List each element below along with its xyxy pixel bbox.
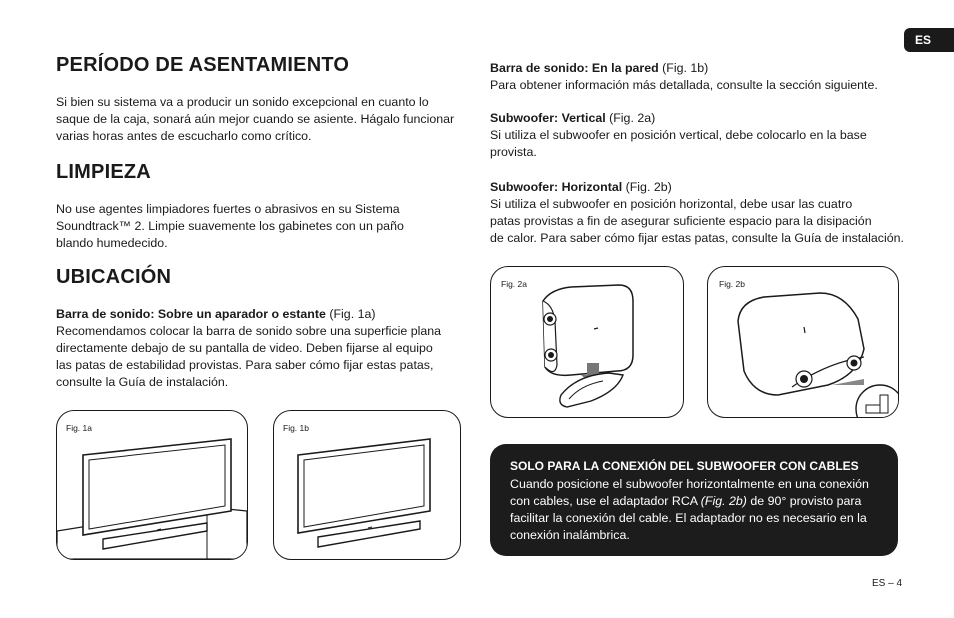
figure-1a-label: Fig. 1a xyxy=(66,423,92,433)
note-line-3: facilitar la conexión del cable. El adaptador no es necesario en la xyxy=(510,511,867,525)
figure-2a xyxy=(490,266,684,418)
cleaning-text: No use agentes limpiadores fuertes o abrasivos en su Sistema Soundtrack™ 2. Limpie suavemente los gabinetes con un paño blando humedecido. xyxy=(56,202,404,250)
figure-1a xyxy=(56,410,248,560)
note-line-2: con cables, use el adaptador RCA (Fig. 2b) de 90° provisto para xyxy=(510,494,862,508)
heading-placement: UBICACIÓN xyxy=(56,266,172,288)
figure-1b xyxy=(273,410,461,560)
vertical-title: Subwoofer: Vertical xyxy=(490,111,606,125)
horizontal-section: Subwoofer: Horizontal (Fig. 2b) Si utiliza el subwoofer en posición horizontal, debe usar las cuatro patas provistas a fin de asegurar suficiente espacio para la disipación de calor. Para saber cómo fijar estas patas, consulte la Guía de instalación. xyxy=(490,180,904,245)
tv-on-stand-illustration xyxy=(57,411,247,559)
language-tab: ES xyxy=(904,28,954,52)
vertical-subwoofer-illustration xyxy=(491,267,683,417)
figure-1b-label: Fig. 1b xyxy=(283,423,309,433)
settling-text: Si bien su sistema va a producir un sonido excepcional en cuanto lo saque de la caja, sonará aún mejor cuando se asiente. Hágalo funcionar varias horas antes de escucharlo como crítico. xyxy=(56,95,455,143)
page-number: ES – 4 xyxy=(872,578,903,589)
wall-fig-ref: (Fig. 1b) xyxy=(658,61,709,75)
wall-mounted-tv-illustration xyxy=(274,411,460,559)
wall-title: Barra de sonido: En la pared xyxy=(490,61,659,75)
figure-2b xyxy=(707,266,899,418)
horizontal-title: Subwoofer: Horizontal xyxy=(490,180,623,194)
heading-cleaning: LIMPIEZA xyxy=(56,161,151,183)
placement-fig-ref: (Fig. 1a) xyxy=(325,307,376,321)
wired-connection-note xyxy=(490,444,898,556)
note-line-4: conexión inalámbrica. xyxy=(510,528,630,542)
placement-subheading: Barra de sonido: Sobre un aparador o estante xyxy=(56,307,326,321)
horizontal-fig-ref: (Fig. 2b) xyxy=(622,180,672,194)
vertical-fig-ref: (Fig. 2a) xyxy=(605,111,656,125)
figure-2a-label: Fig. 2a xyxy=(501,279,527,289)
vertical-section: Subwoofer: Vertical (Fig. 2a) Si utiliza el subwoofer en posición vertical, debe colocarlo en la base provista. xyxy=(490,111,867,159)
wall-section: Barra de sonido: En la pared (Fig. 1b) Para obtener información más detallada, consulte la sección siguiente. xyxy=(490,61,878,92)
heading-settling: PERÍODO DE ASENTAMIENTO xyxy=(56,54,350,76)
placement-text: Barra de sonido: Sobre un aparador o estante (Fig. 1a) Recomendamos colocar la barra de sonido sobre una superficie plana directamente debajo de su pantalla de video. Deben fijarse al equipo las patas de estabilidad provistas. Para saber cómo fijar estas patas, consulte la Guía de instalación. xyxy=(56,307,442,389)
note-title: SOLO PARA LA CONEXIÓN DEL SUBWOOFER CON CABLES xyxy=(510,459,859,473)
horizontal-subwoofer-illustration xyxy=(708,267,898,417)
note-line-1: Cuando posicione el subwoofer horizontalmente en una conexión xyxy=(510,477,869,491)
figure-2b-label: Fig. 2b xyxy=(719,279,745,289)
